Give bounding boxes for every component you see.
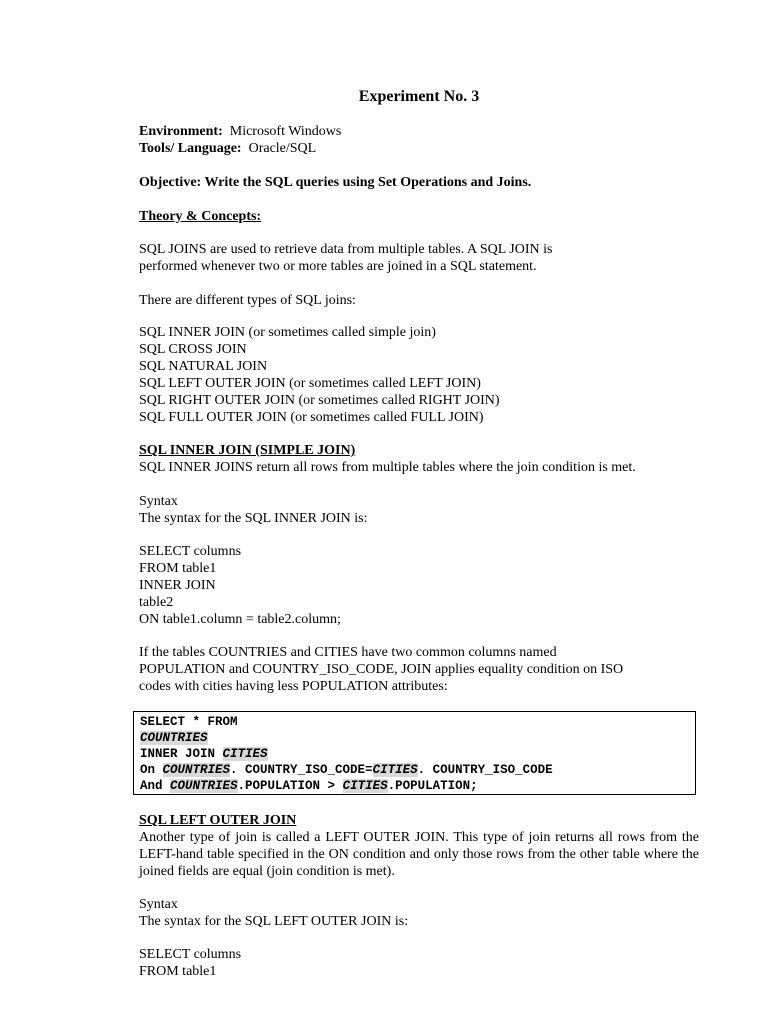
left-join-heading: SQL LEFT OUTER JOIN — [139, 813, 297, 828]
code-text: . COUNTRY_ISO_CODE= — [230, 763, 373, 777]
code-text: On — [140, 763, 163, 777]
syntax-line: ON table1.column = table2.column; — [139, 612, 341, 627]
syntax-line: table2 — [139, 595, 174, 610]
table-name-highlight: CITIES — [222, 747, 268, 761]
inner-join-desc: SQL INNER JOINS return all rows from multiple tables where the join condition is met. — [139, 460, 636, 475]
list-item: SQL NATURAL JOIN — [139, 359, 268, 374]
list-item: SQL LEFT OUTER JOIN (or sometimes called LEFT JOIN) — [139, 376, 481, 391]
table-name-highlight: CITIES — [342, 779, 388, 793]
code-text: INNER JOIN — [140, 747, 223, 761]
code-text: .POPULATION; — [387, 779, 478, 793]
inner-syntax-label: Syntax — [139, 494, 178, 509]
theory-heading: Theory & Concepts: — [139, 209, 262, 224]
list-item: SQL RIGHT OUTER JOIN (or sometimes called RIGHT JOIN) — [139, 393, 500, 408]
list-item: SQL INNER JOIN (or sometimes called simple join) — [139, 325, 436, 340]
inner-syntax-intro: The syntax for the SQL INNER JOIN is: — [139, 511, 368, 526]
code-line — [140, 778, 695, 794]
syntax-line: INNER JOIN — [139, 578, 216, 593]
types-intro: There are different types of SQL joins: — [139, 293, 356, 308]
inner-example-paragraph — [139, 644, 699, 695]
code-text: . COUNTRY_ISO_CODE — [417, 763, 553, 777]
table-name-highlight: COUNTRIES — [162, 763, 231, 777]
join-types-list — [139, 324, 699, 426]
left-join-desc: Another type of join is called a LEFT OUTER JOIN. This type of join returns all rows from the LEFT-hand table specified in the ON condition and only those rows from the other table where the joined fields are equal (join condition is met). — [139, 830, 699, 879]
table-name-highlight: COUNTRIES — [170, 779, 238, 793]
code-line — [140, 714, 695, 730]
sql-code-box — [133, 711, 696, 795]
list-item: SQL FULL OUTER JOIN (or sometimes called FULL JOIN) — [139, 410, 484, 425]
intro-line: performed whenever two or more tables are joined in a SQL statement. — [139, 259, 537, 274]
intro-paragraph — [139, 241, 699, 275]
inner-syntax-block — [139, 543, 699, 628]
page-title: Experiment No. 3 — [358, 88, 480, 105]
left-syntax-label: Syntax — [139, 897, 178, 912]
code-line — [140, 762, 695, 778]
list-item: SQL CROSS JOIN — [139, 342, 247, 357]
code-text: SELECT * FROM — [140, 715, 238, 729]
tools-line — [139, 140, 699, 157]
syntax-line: SELECT columns — [139, 947, 242, 962]
left-syntax-block — [139, 946, 699, 980]
objective: Objective: Write the SQL queries using Set Operations and Joins. — [139, 175, 532, 190]
table-name-highlight: COUNTRIES — [140, 731, 208, 745]
environment-label: Environment: — [139, 124, 223, 139]
tools-label: Tools/ Language: — [139, 141, 242, 156]
code-line — [140, 746, 695, 762]
syntax-line: FROM table1 — [139, 964, 217, 979]
left-syntax-intro: The syntax for the SQL LEFT OUTER JOIN is: — [139, 914, 409, 929]
table-name-highlight: CITIES — [372, 763, 418, 777]
syntax-line: SELECT columns — [139, 544, 242, 559]
code-text: And — [140, 779, 171, 793]
code-line — [140, 730, 695, 746]
example-line: If the tables COUNTRIES and CITIES have two common columns named — [139, 645, 557, 660]
syntax-line: FROM table1 — [139, 561, 217, 576]
example-line: POPULATION and COUNTRY_ISO_CODE, JOIN applies equality condition on ISO — [139, 662, 624, 677]
example-line: codes with cities having less POPULATION attributes: — [139, 679, 448, 694]
code-text: .POPULATION > — [237, 779, 343, 793]
inner-join-heading: SQL INNER JOIN (SIMPLE JOIN) — [139, 443, 356, 458]
intro-line: SQL JOINS are used to retrieve data from multiple tables. A SQL JOIN is — [139, 242, 553, 257]
tools-value: Oracle/SQL — [248, 141, 317, 156]
environment-value: Microsoft Windows — [229, 124, 342, 139]
environment-line — [139, 123, 699, 140]
